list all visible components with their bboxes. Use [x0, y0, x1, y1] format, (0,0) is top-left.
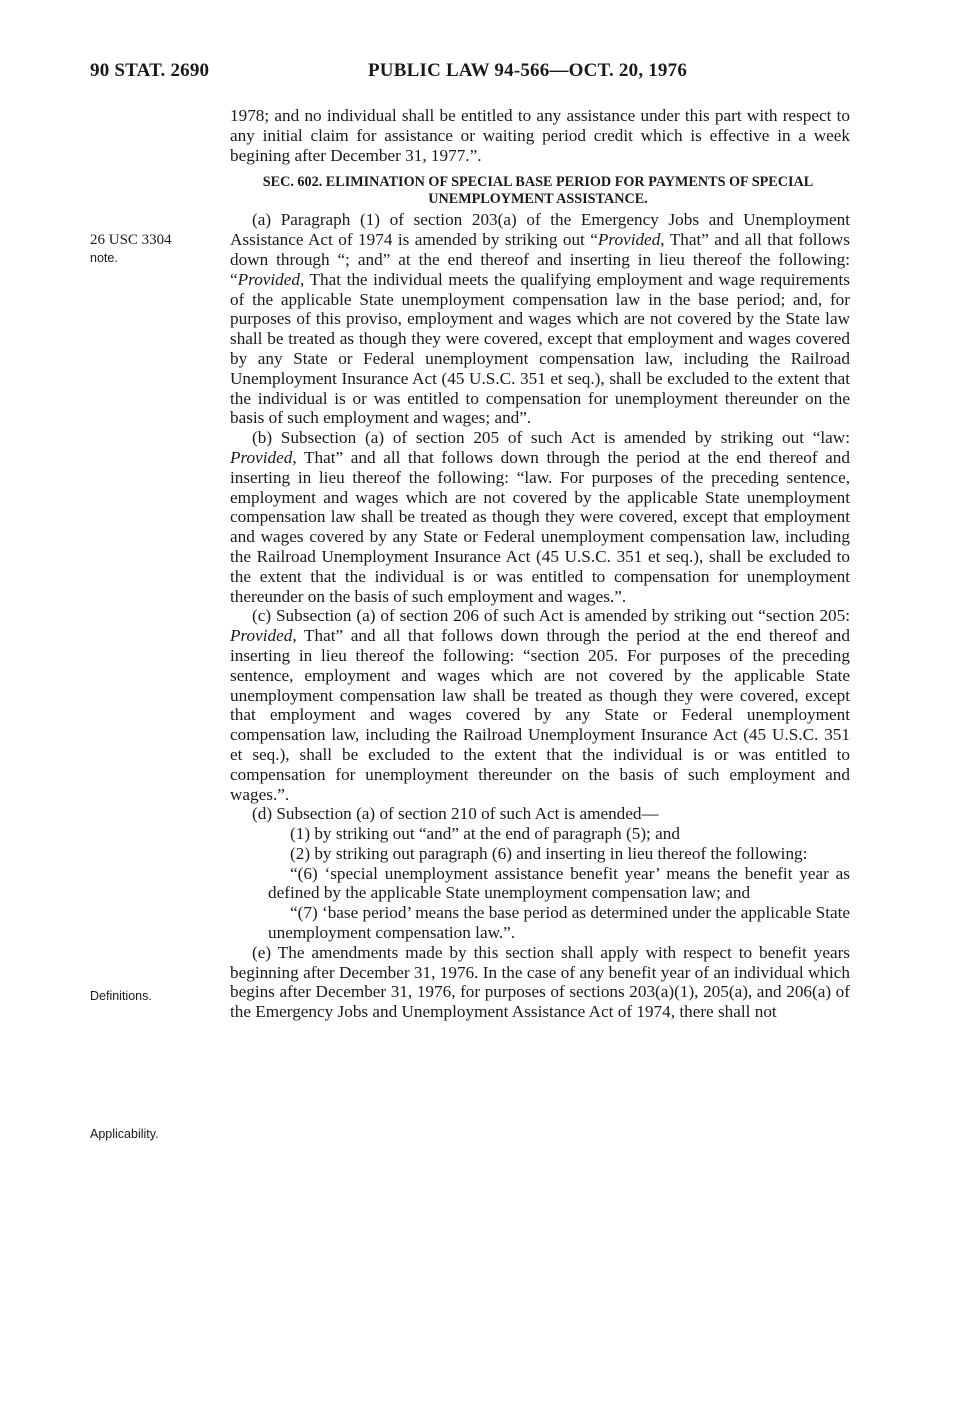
paragraph-a-italic-2: Provided: [237, 269, 301, 289]
margin-note-definitions: Definitions.: [90, 989, 152, 1003]
paragraph-d-item-2: (2) by striking out paragraph (6) and inserting in lieu thereof the following:: [290, 843, 808, 863]
paragraph-c-text-2: , That” and all that follows down through the period at the end thereof and inserting in lieu thereof the following: “section 205. For purposes of the preceding sentence, employment and wages which are not covered by the applicable State unemployment compensation law shall be treated as though they were covered, except that employment and wages covered by any State or Federal unemployment compensation law, including the Railroad Unemployment Insurance Act (45 U.S.C. 351 et seq.), shall be excluded to the extent that the individual is or was entitled to compensation for unemployment thereunder on the basis of such employment and wages.”.: [230, 626, 850, 804]
definition-7: “(7) ‘base period’ means the base period as determined under the applicable State unemployment compensation law.”.: [268, 903, 850, 943]
margin-note-usc: [90, 232, 205, 266]
definition-6: “(6) ‘special unemployment assistance benefit year’ means the benefit year as defined by the applicable State unemployment compensation law; and: [268, 863, 850, 903]
paragraph-b-text-2: , That” and all that follows down through the period at the end thereof and inserting in lieu thereof the following: “law. For purposes of the preceding sentence, employment and wages which are not covered by the applicable State unemployment compensation law shall be treated as though they were covered, except that employment and wages covered by any State or Federal unemployment compensation law, including the Railroad Unemployment Insurance Act (45 U.S.C. 351 et seq.), shall be excluded to the extent that the individual is or was entitled to compensation for unemployment thereunder on the basis of such employment and wages.”.: [230, 447, 850, 606]
page-header: [90, 60, 850, 86]
usc-note-label: note.: [90, 251, 118, 265]
paragraph-e: (e) The amendments made by this section shall apply with respect to benefit years beginning after December 31, 1976. In the case of any benefit year of an individual which begins after December 31, 1976, for purposes of sections 203(a)(1), 205(a), and 206(a) of the Emergency Jobs and Unemployment Assistance Act of 1974, there shall not: [230, 942, 850, 1022]
paragraph-b-text-1: (b) Subsection (a) of section 205 of such Act is amended by striking out “law:: [252, 428, 850, 448]
intro-paragraph: 1978; and no individual shall be entitled to any assistance under this part with respect to any initial claim for assistance or waiting period credit which is effective in a week begining after December 31, 1977.”.: [230, 106, 850, 165]
paragraph-a-text-1: (a) Paragraph (1) of section 203(a) of the Emergency Jobs and Unemployment Assistance Act of 1974 is amended by striking out “: [230, 210, 850, 250]
stat-citation: 90 STAT. 2690: [90, 60, 210, 81]
paragraph-c: [230, 606, 850, 804]
paragraph-b: [230, 428, 850, 606]
paragraph-a-text-2: , That” and all that follows down through “; and” at the end thereof and inserting in lieu thereof the following: “: [230, 230, 850, 289]
paragraph-b-italic: Provided: [230, 447, 293, 467]
paragraph-a-italic-1: Provided: [597, 230, 661, 250]
paragraph-c-text-1: (c) Subsection (a) of section 206 of such Act is amended by striking out “section 205:: [252, 606, 850, 626]
law-title: PUBLIC LAW 94-566—OCT. 20, 1976: [368, 60, 688, 81]
usc-reference: 26 USC 3304: [90, 232, 172, 248]
paragraph-d: (d) Subsection (a) of section 210 of such Act is amended—: [252, 804, 659, 824]
statute-body: [230, 106, 850, 1022]
paragraph-d-item-1: (1) by striking out “and” at the end of paragraph (5); and: [290, 824, 680, 844]
margin-note-applicability: Applicability.: [90, 1127, 159, 1141]
paragraph-a: [230, 210, 850, 428]
paragraph-a-text-3: , That the individual meets the qualifying employment and wage requirements of the applicable State unemployment compensation law in the base period; and, for purposes of this proviso, employment and wages which are not covered by the State law shall be treated as though they were covered, except that employment and wages covered by any State or Federal unemployment compensation law, including the Railroad Unemployment Insurance Act (45 U.S.C. 351 et seq.), shall be excluded to the extent that the individual is or was entitled to compensation for unemployment thereunder on the basis of such employment and wages; and”.: [230, 269, 850, 428]
section-heading: SEC. 602. ELIMINATION OF SPECIAL BASE PERIOD FOR PAYMENTS OF SPECIAL UNEMPLOYMENT ASSISTANCE.: [262, 174, 814, 208]
paragraph-c-italic: Provided: [230, 626, 293, 646]
